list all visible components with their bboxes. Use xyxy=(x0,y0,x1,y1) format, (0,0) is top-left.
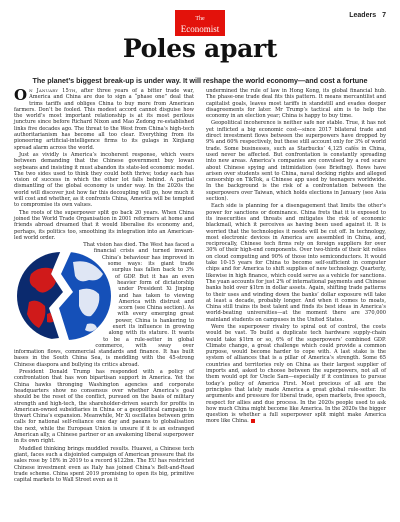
paragraph-7: undermined the rule of law in Hong Kong, its global financial hub. The phase-one trade deal fits this pattern. It means mercantilist and capitalist goals, leaves most tariffs in standstill and evades deeper disagreements for later. Mr Trump’s tactical aim is to help the economy in an election year; China is happy to buy time. xyxy=(206,88,386,120)
paragraph-1 xyxy=(14,88,194,151)
end-mark-icon xyxy=(251,419,255,423)
section-folio xyxy=(349,12,386,19)
paragraph-9: Each side is planning for a disengagement that limits the other’s power for sanctions or dominance. China frets that it is exposed to its insecurities and threats and mitigates the risk of economic blackmail, which it perceives as having been used against it. It is worried that the technologies it needs will be cut off. In technology, most electronic devices in America are assembled in China, and, reciprocally, Chinese tech firms rely on foreign suppliers for over 30% of their high-end components. Over two-thirds of their kit relies on cloud computing and 90% of those into semiconductors. It would take 10-15 years for China to become self-sufficient in computer chips and for America to shift supplies of new technology. Quarterly, likewise in high finance, which could serve as a vehicle for sanctions. The yuan accounts for just 2% of international payments and Chinese banks hold over $1trn in dollar assets. Again, shifting trade patterns to their uses and winding down the banks’ dollar exposure will take at least a decade, probably longer. And when it comes to moats, China still trains its best talent and finds its best ideas in America’s world-beating universities—at the moment there are 370,000 mainland students on campuses in the United States. xyxy=(206,203,387,323)
section-name: Leaders xyxy=(349,12,377,19)
paragraph-5: President Donald Trump has responded with a policy of confrontation that has won bipartisan support in America. Yet the China hawks thronging Washington agencies and corporate headquarters show no consensus over whether America’s goal should be the reset of the conflict, pursued on the basis of military strength and high-tech, the shareholder-driven search for profits in American-owned subsidiaries in China or a geopolitical campaign to thwart China’s expansion. Meanwhile, Mr Xi oscillates between grim calls for national self-reliance one day and paeans to globalisation the next, while the European Union is unsure if it is an estranged American ally, a Chinese partner or an awakening liberal superpower in its own right. xyxy=(14,369,194,445)
paragraph-10 xyxy=(206,324,386,425)
page-number: 7 xyxy=(382,12,386,19)
paragraph-1-text: , after three years of a bitter trade war, America and China are due to sign a “phase one” deal that trims tariffs and obliges China to buy more from American farmers. Don’t be fooled. This modest accord cannot disguise how the world’s most important relationship is at its most perilous juncture since before Richard Nixon and Mao Zedong re-established links five decades ago. The threat to the West from China’s high-tech authoritarianism has become all too clear. Everything from its pioneering artificial-intelligence firms to its gulags in Xinjiang spread alarm across the world. xyxy=(14,88,194,151)
paragraph-3: The roots of the superpower split go back 20 years. When China joined the World Trade Organisation in 2001 reformers at home and friends abroad dreamed that it would liberalise its economy and, perhaps, its politics too, smoothing its integration into an American-led world order. xyxy=(14,209,194,241)
article-standfirst: The planet’s biggest break-up is under way. It will reshape the world economy—and cost a fortune xyxy=(32,76,368,85)
paragraph-4-text: That vision has died. The West has faced a financial crisis and turned inward. China’s behaviour has improved in some ways: its giant trade surplus has fallen back to 3% of GDP. But it has an even heavier form of dictatorship under President Xi Jinping and has taken to viewing America with distrust and scorn (see China section). As with every emerging great power, China is hankering to exert its influence in growing along with its stature. It wants to be a rule-setter in global commerce, with sway over information flows, commercial standards and finance. It has built bases in the South China Sea, is meddling with the 45-strong Chinese diaspora and bullying its critics abroad. xyxy=(14,242,194,368)
paragraph-4 xyxy=(14,242,194,368)
logo-line-1: The xyxy=(195,16,205,22)
paragraph-6: Muddled thinking brings muddled results. Huawei, a Chinese tech giant, faces such a disjointed campaign of American pressure that its sales rose by 18% in 2019 to a record $122bn. The EU has restricted Chinese investment even as Italy has joined China’s Belt-and-Road trade scheme. China spent 2019 promising to open its big, primitive capital markets to Wall Street even as it xyxy=(14,445,194,484)
page-header xyxy=(0,10,400,34)
globe-icon xyxy=(14,244,114,344)
paragraph-10-text: Were the superpower rivalry to spiral out of control, the costs would be vast. To build a duplicate tech hardware supply-chain would take $1trn or so, 6% of the superpowers’ combined GDP. Climate change, a great challenge which could provide a common purpose, would become harder to cope with. A last stake is the system of alliances that is a pillar of America’s strength. Some 65 countries and territories rely on China as their largest supplier of imports and, asked to choose between the superpowers, not all of them would opt for Uncle Sam—especially if it continues to pursue today’s policy of America First. Most precious of all are the principles that lately made America a great global rule-setter. Its arguments and pressure for liberal trade, open markets, free speech, respect for allies and due process. In the 2020s people used to ask how much China might become like America. In the 2020s the bigger question is whether a full superpower split might make America more like China. xyxy=(206,323,386,425)
split-globe-illustration xyxy=(14,244,114,344)
economist-logo[interactable] xyxy=(175,10,225,36)
paragraph-8: Geopolitical incoherence is neither safe nor stable. True, it has not yet inflicted a big economic cost—since 2017 bilateral trade and direct investment flows between the superpowers have dropped by 9% and 60% respectively, but these still account only for 3% of world trade. Some businesses, such as Starbucks’ 4,125 cafés in China, used never be affected. But confrontation is constantly spreading into new areas. America’s companies are convulsed by a red scare about Chinese spying and intimidation (see Briefing). Rows have arisen over students sent to China, naval docking rights and alleged censorship on TikTok, a Chinese app used by teenagers worldwide. In the background is the risk of a confrontation between the superpowers over Taiwan, which holds elections in January (see Asia section). xyxy=(206,120,386,203)
dateline: n January 15th xyxy=(29,88,76,94)
right-column xyxy=(206,88,386,508)
drop-cap: O xyxy=(14,86,28,104)
logo-line-2: Economist xyxy=(180,24,220,34)
article-headline: Poles apart xyxy=(122,34,278,63)
left-column xyxy=(14,88,194,508)
paragraph-2: Just as vividly is America’s incoherent response, which veers between demanding that the Chinese government buy lowan soybeans and insisting it must abandon its state-led economic model. The two sides used to think they could both thrive; today each has vision of success in which the other lot falls behind. A partial dismantling of the global economy is under way. In the 2020s the world will discover just how far this decoupling will go, how much it will cost and whether, as it confronts China, America will be tempted to compromise its own values. xyxy=(14,151,194,209)
